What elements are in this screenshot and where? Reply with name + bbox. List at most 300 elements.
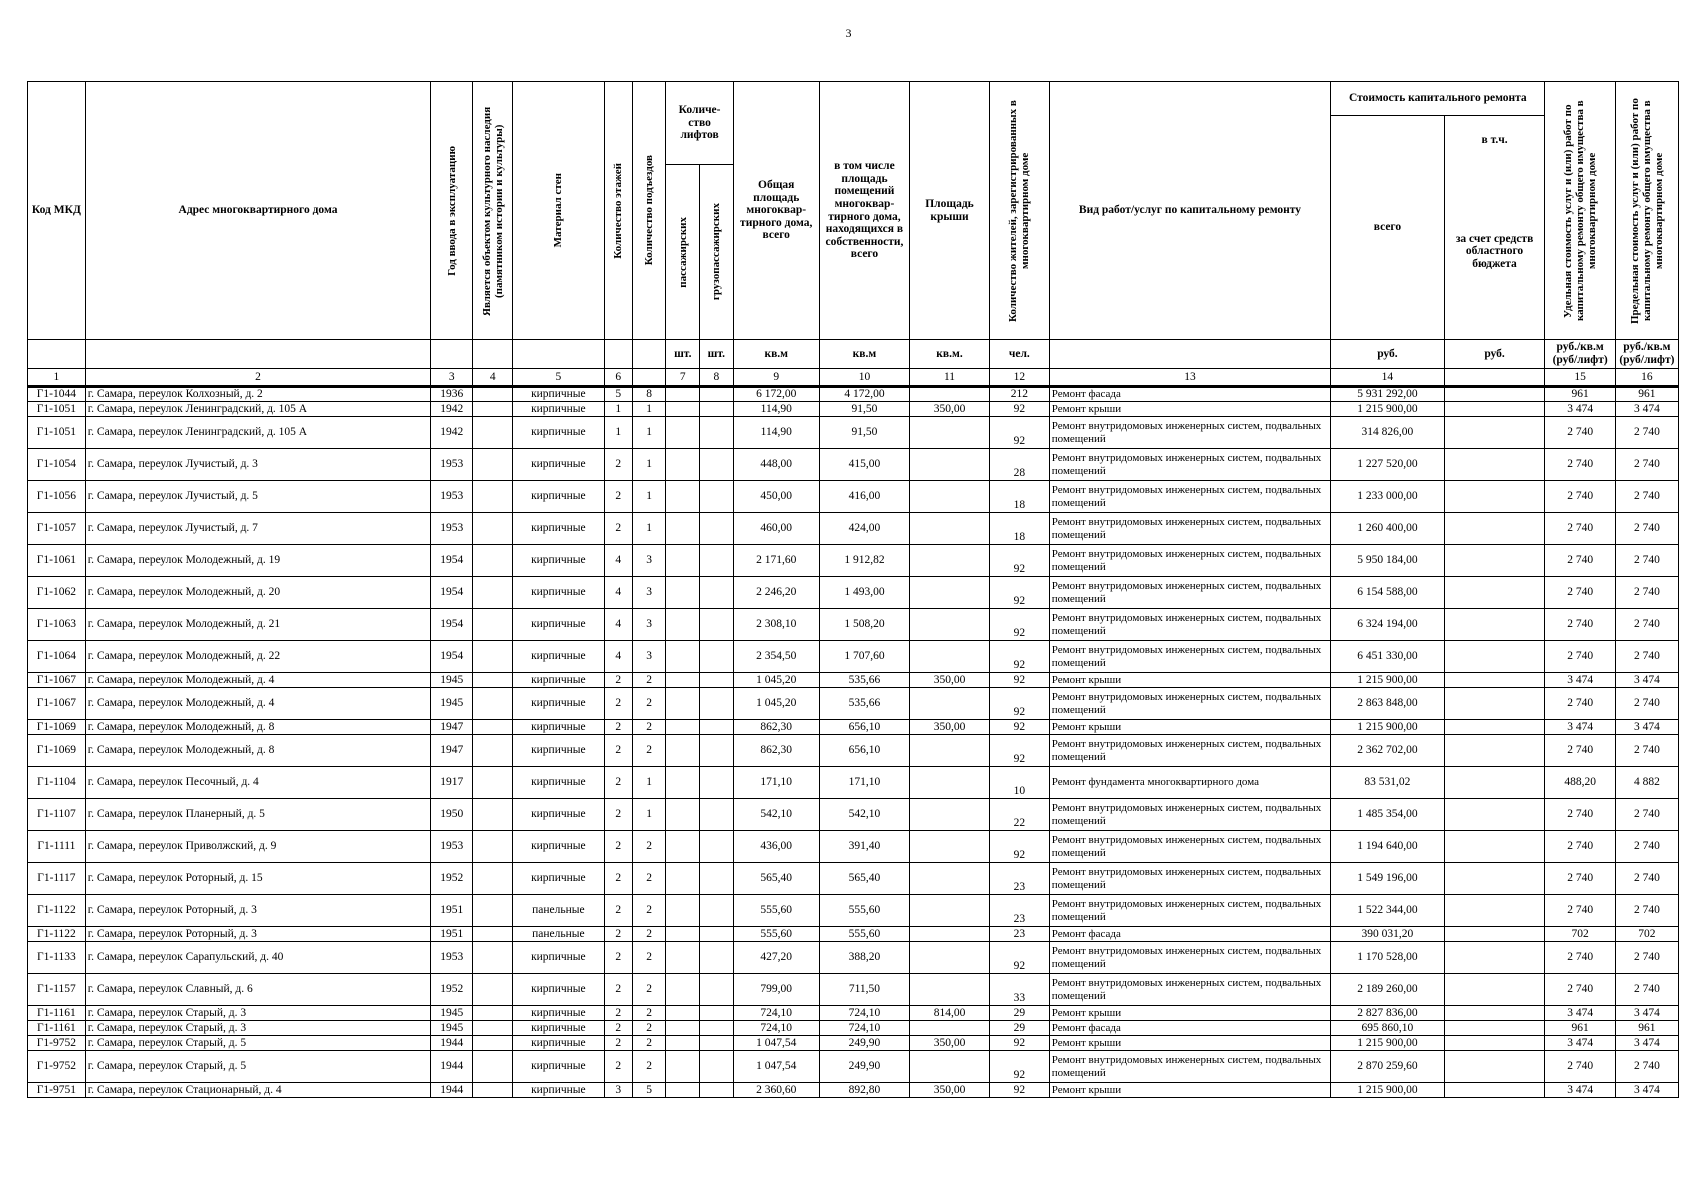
cell-limit-cost: 2 740 [1615,688,1678,720]
cell-cost-total: 1 215 900,00 [1331,1083,1444,1098]
cell-address: г. Самара, переулок Ленинградский, д. 105 А [85,402,431,417]
cell-limit-cost: 2 740 [1615,799,1678,831]
cell-work-type: Ремонт внутридомовых инженерных систем, подвальных помещений [1049,831,1330,863]
cell-floors: 2 [604,449,632,481]
cell-wall-material: кирпичные [513,942,604,974]
cell-limit-cost: 2 740 [1615,545,1678,577]
cell-cost-regional [1444,1051,1545,1083]
cell-owned-area: 249,90 [819,1036,909,1051]
cell-limit-cost: 4 882 [1615,767,1678,799]
cell-lifts-cargo [700,449,734,481]
cell-heritage [473,387,513,402]
cell-residents: 92 [989,831,1049,863]
cell-year: 1953 [431,831,473,863]
cell-roof-area [910,1051,990,1083]
cell-unit-cost: 3 474 [1545,1083,1615,1098]
cell-code: Г1-1161 [28,1021,86,1036]
cell-cost-total: 2 870 259,60 [1331,1051,1444,1083]
cell-roof-area: 350,00 [910,1036,990,1051]
cell-residents: 92 [989,720,1049,735]
cell-residents: 92 [989,545,1049,577]
header-cost-incl: в т.ч. [1444,116,1545,165]
cell-cost-regional [1444,1021,1545,1036]
cell-wall-material: кирпичные [513,449,604,481]
cell-cost-total: 390 031,20 [1331,927,1444,942]
column-number: 8 [700,369,734,387]
cell-floors: 2 [604,688,632,720]
cell-lifts-cargo [700,767,734,799]
cell-wall-material: кирпичные [513,720,604,735]
cell-floors: 4 [604,545,632,577]
cell-floors: 4 [604,577,632,609]
cell-heritage [473,942,513,974]
cell-wall-material: кирпичные [513,767,604,799]
cell-limit-cost: 2 740 [1615,863,1678,895]
cell-address: г. Самара, переулок Молодежный, д. 19 [85,545,431,577]
cell-cost-total: 1 485 354,00 [1331,799,1444,831]
table-row [28,1021,1679,1036]
header-cost-regional: за счет средств областного бюджета [1444,165,1545,340]
cell-code: Г1-9751 [28,1083,86,1098]
cell-work-type: Ремонт крыши [1049,720,1330,735]
cell-year: 1944 [431,1083,473,1098]
cell-lifts-pass [666,1036,700,1051]
cell-entrances: 2 [632,942,666,974]
cell-wall-material: кирпичные [513,609,604,641]
cell-total-area: 1 045,20 [733,673,819,688]
cell-work-type: Ремонт внутридомовых инженерных систем, подвальных помещений [1049,688,1330,720]
cell-cost-total: 1 227 520,00 [1331,449,1444,481]
cell-cost-regional [1444,720,1545,735]
cell-owned-area: 415,00 [819,449,909,481]
cell-cost-regional [1444,735,1545,767]
cell-total-area: 171,10 [733,767,819,799]
column-number: 14 [1331,369,1444,387]
cell-address: г. Самара, переулок Молодежный, д. 4 [85,688,431,720]
cell-lifts-pass [666,1021,700,1036]
cell-work-type: Ремонт фасада [1049,927,1330,942]
cell-roof-area: 350,00 [910,1083,990,1098]
cell-address: г. Самара, переулок Старый, д. 3 [85,1006,431,1021]
cell-residents: 92 [989,402,1049,417]
cell-roof-area [910,387,990,402]
cell-cost-regional [1444,449,1545,481]
cell-wall-material: кирпичные [513,1051,604,1083]
table-row [28,927,1679,942]
table-row [28,481,1679,513]
cell-unit-cost: 2 740 [1545,609,1615,641]
cell-code: Г1-1111 [28,831,86,863]
cell-lifts-cargo [700,402,734,417]
cell-heritage [473,449,513,481]
column-number: 4 [473,369,513,387]
cell-unit-cost: 2 740 [1545,688,1615,720]
cell-address: г. Самара, переулок Стационарный, д. 4 [85,1083,431,1098]
cell-year: 1953 [431,942,473,974]
cell-cost-total: 1 522 344,00 [1331,895,1444,927]
cell-lifts-cargo [700,577,734,609]
cell-year: 1954 [431,641,473,673]
cell-limit-cost: 2 740 [1615,417,1678,449]
cell-limit-cost: 3 474 [1615,1083,1678,1098]
cell-roof-area [910,895,990,927]
cell-residents: 92 [989,641,1049,673]
cell-wall-material: кирпичные [513,1083,604,1098]
cell-roof-area [910,417,990,449]
cell-entrances: 2 [632,673,666,688]
cell-lifts-cargo [700,974,734,1006]
cell-wall-material: кирпичные [513,673,604,688]
cell-residents: 18 [989,513,1049,545]
cell-entrances: 3 [632,609,666,641]
cell-limit-cost: 2 740 [1615,895,1678,927]
cell-wall-material: кирпичные [513,545,604,577]
cell-roof-area [910,974,990,1006]
table-row [28,974,1679,1006]
cell-owned-area: 416,00 [819,481,909,513]
column-number: 2 [85,369,431,387]
cell-lifts-cargo [700,1051,734,1083]
cell-address: г. Самара, переулок Приволжский, д. 9 [85,831,431,863]
cell-total-area: 862,30 [733,735,819,767]
cell-roof-area: 350,00 [910,673,990,688]
cell-roof-area [910,863,990,895]
table-row [28,545,1679,577]
cell-limit-cost: 3 474 [1615,1006,1678,1021]
cell-code: Г1-1054 [28,449,86,481]
cell-code: Г1-1051 [28,417,86,449]
cell-address: г. Самара, переулок Роторный, д. 15 [85,863,431,895]
cell-unit-cost: 2 740 [1545,577,1615,609]
cell-unit-cost: 2 740 [1545,895,1615,927]
cell-year: 1952 [431,974,473,1006]
cell-unit-cost: 2 740 [1545,942,1615,974]
cell-lifts-cargo [700,641,734,673]
cell-heritage [473,1051,513,1083]
cell-lifts-pass [666,1083,700,1098]
cell-cost-regional [1444,831,1545,863]
cell-lifts-cargo [700,895,734,927]
cell-unit-cost: 2 740 [1545,863,1615,895]
cell-work-type: Ремонт крыши [1049,1006,1330,1021]
table-row [28,402,1679,417]
column-number [1444,369,1545,387]
unit-sqm: кв.м [733,340,819,369]
header-entrances: Количество подъездов [643,155,656,266]
cell-floors: 2 [604,863,632,895]
cell-heritage [473,577,513,609]
cell-owned-area: 1 707,60 [819,641,909,673]
table-row [28,1036,1679,1051]
cell-owned-area: 388,20 [819,942,909,974]
cell-lifts-pass [666,1051,700,1083]
cell-heritage [473,720,513,735]
cell-heritage [473,1083,513,1098]
cell-floors: 2 [604,735,632,767]
cell-address: г. Самара, переулок Молодежный, д. 22 [85,641,431,673]
cell-lifts-cargo [700,720,734,735]
cell-address: г. Самара, переулок Роторный, д. 3 [85,895,431,927]
cell-lifts-pass [666,735,700,767]
cell-owned-area: 565,40 [819,863,909,895]
cell-code: Г1-1064 [28,641,86,673]
cell-limit-cost: 961 [1615,387,1678,402]
header-owned-area: в том числе площадь помещений многоквар-тирного дома, находящихся в собственности, всего [819,82,909,340]
cell-owned-area: 542,10 [819,799,909,831]
cell-work-type: Ремонт крыши [1049,1036,1330,1051]
cell-lifts-pass [666,767,700,799]
cell-heritage [473,545,513,577]
cell-total-area: 460,00 [733,513,819,545]
cell-total-area: 1 047,54 [733,1051,819,1083]
cell-total-area: 6 172,00 [733,387,819,402]
cell-owned-area: 171,10 [819,767,909,799]
column-number: 9 [733,369,819,387]
cell-year: 1917 [431,767,473,799]
cell-year: 1952 [431,863,473,895]
cell-heritage [473,895,513,927]
cell-entrances: 2 [632,1051,666,1083]
cell-work-type: Ремонт фундамента многоквартирного дома [1049,767,1330,799]
cell-work-type: Ремонт внутридомовых инженерных систем, подвальных помещений [1049,449,1330,481]
cell-heritage [473,481,513,513]
cell-unit-cost: 3 474 [1545,673,1615,688]
cell-lifts-cargo [700,1021,734,1036]
cell-lifts-cargo [700,688,734,720]
column-number: 16 [1615,369,1678,387]
table-row [28,609,1679,641]
table-body [28,387,1679,1098]
cell-lifts-cargo [700,942,734,974]
cell-lifts-cargo [700,1006,734,1021]
cell-cost-total: 6 154 588,00 [1331,577,1444,609]
cell-heritage [473,799,513,831]
cell-lifts-cargo [700,735,734,767]
cell-roof-area: 350,00 [910,720,990,735]
column-number: 12 [989,369,1049,387]
cell-lifts-cargo [700,481,734,513]
cell-address: г. Самара, переулок Молодежный, д. 8 [85,720,431,735]
cell-total-area: 542,10 [733,799,819,831]
cell-roof-area [910,609,990,641]
cell-entrances: 2 [632,1021,666,1036]
table-row [28,863,1679,895]
cell-address: г. Самара, переулок Молодежный, д. 8 [85,735,431,767]
cell-limit-cost: 3 474 [1615,402,1678,417]
cell-address: г. Самара, переулок Молодежный, д. 20 [85,577,431,609]
cell-work-type: Ремонт внутридомовых инженерных систем, подвальных помещений [1049,513,1330,545]
cell-cost-regional [1444,1006,1545,1021]
cell-wall-material: кирпичные [513,1021,604,1036]
cell-owned-area: 1 508,20 [819,609,909,641]
cell-limit-cost: 2 740 [1615,609,1678,641]
cell-entrances: 1 [632,449,666,481]
cell-code: Г1-1107 [28,799,86,831]
cell-code: Г1-1122 [28,927,86,942]
cell-owned-area: 656,10 [819,720,909,735]
cell-address: г. Самара, переулок Планерный, д. 5 [85,799,431,831]
cell-unit-cost: 2 740 [1545,1051,1615,1083]
cell-residents: 92 [989,688,1049,720]
cell-heritage [473,974,513,1006]
cell-address: г. Самара, переулок Молодежный, д. 4 [85,673,431,688]
cell-total-area: 2 354,50 [733,641,819,673]
cell-residents: 92 [989,1083,1049,1098]
cell-work-type: Ремонт внутридомовых инженерных систем, подвальных помещений [1049,895,1330,927]
unit-rub: руб. [1331,340,1444,369]
repair-register-table [27,81,1679,1098]
cell-entrances: 3 [632,545,666,577]
cell-lifts-cargo [700,799,734,831]
cell-wall-material: панельные [513,895,604,927]
cell-unit-cost: 3 474 [1545,1006,1615,1021]
cell-unit-cost: 2 740 [1545,735,1615,767]
cell-lifts-cargo [700,417,734,449]
page-number: 3 [845,26,852,40]
cell-lifts-cargo [700,863,734,895]
table-row [28,767,1679,799]
cell-unit-cost: 2 740 [1545,417,1615,449]
cell-cost-regional [1444,513,1545,545]
cell-cost-total: 5 950 184,00 [1331,545,1444,577]
cell-residents: 92 [989,942,1049,974]
cell-floors: 1 [604,402,632,417]
cell-work-type: Ремонт внутридомовых инженерных систем, подвальных помещений [1049,577,1330,609]
cell-total-area: 555,60 [733,895,819,927]
cell-entrances: 2 [632,688,666,720]
cell-unit-cost: 2 740 [1545,449,1615,481]
cell-cost-regional [1444,577,1545,609]
cell-entrances: 2 [632,895,666,927]
cell-heritage [473,402,513,417]
cell-cost-regional [1444,609,1545,641]
cell-residents: 23 [989,927,1049,942]
cell-residents: 92 [989,417,1049,449]
cell-floors: 5 [604,387,632,402]
cell-owned-area: 535,66 [819,673,909,688]
cell-code: Г1-1157 [28,974,86,1006]
cell-lifts-pass [666,942,700,974]
table-row [28,895,1679,927]
cell-heritage [473,735,513,767]
cell-residents: 92 [989,1036,1049,1051]
cell-address: г. Самара, переулок Старый, д. 5 [85,1036,431,1051]
cell-roof-area [910,641,990,673]
cell-code: Г1-1063 [28,609,86,641]
cell-owned-area: 892,80 [819,1083,909,1098]
table-row [28,417,1679,449]
cell-owned-area: 91,50 [819,402,909,417]
header-code: Код МКД [28,82,86,340]
table-row [28,577,1679,609]
cell-code: Г1-1056 [28,481,86,513]
cell-cost-regional [1444,481,1545,513]
cell-unit-cost: 961 [1545,1021,1615,1036]
cell-heritage [473,1021,513,1036]
header-residents: Количество жителей, зарегистрированных в многоквартирном доме [1007,99,1032,322]
cell-cost-total: 1 260 400,00 [1331,513,1444,545]
cell-roof-area [910,927,990,942]
cell-unit-cost: 2 740 [1545,974,1615,1006]
cell-lifts-pass [666,577,700,609]
cell-floors: 4 [604,609,632,641]
cell-heritage [473,688,513,720]
cell-year: 1947 [431,735,473,767]
column-number: 10 [819,369,909,387]
cell-cost-total: 2 827 836,00 [1331,1006,1444,1021]
column-number: 1 [28,369,86,387]
cell-cost-total: 2 189 260,00 [1331,974,1444,1006]
cell-cost-regional [1444,974,1545,1006]
cell-lifts-pass [666,673,700,688]
cell-wall-material: кирпичные [513,513,604,545]
cell-roof-area [910,767,990,799]
cell-cost-regional [1444,927,1545,942]
cell-roof-area [910,513,990,545]
cell-wall-material: кирпичные [513,481,604,513]
cell-year: 1953 [431,481,473,513]
cell-floors: 2 [604,942,632,974]
table-row [28,720,1679,735]
cell-unit-cost: 3 474 [1545,1036,1615,1051]
cell-limit-cost: 2 740 [1615,735,1678,767]
table-row [28,387,1679,402]
cell-cost-total: 2 362 702,00 [1331,735,1444,767]
cell-lifts-cargo [700,831,734,863]
cell-roof-area [910,545,990,577]
cell-residents: 22 [989,799,1049,831]
column-number: 5 [513,369,604,387]
cell-lifts-pass [666,641,700,673]
header-lifts-pass: пассажирских [676,216,689,288]
cell-heritage [473,513,513,545]
cell-unit-cost: 2 740 [1545,641,1615,673]
cell-work-type: Ремонт крыши [1049,402,1330,417]
cell-owned-area: 656,10 [819,735,909,767]
cell-lifts-pass [666,513,700,545]
cell-total-area: 1 047,54 [733,1036,819,1051]
column-number: 7 [666,369,700,387]
cell-cost-total: 1 194 640,00 [1331,831,1444,863]
cell-cost-total: 1 215 900,00 [1331,720,1444,735]
cell-roof-area [910,481,990,513]
cell-roof-area [910,577,990,609]
cell-wall-material: кирпичные [513,735,604,767]
cell-cost-regional [1444,895,1545,927]
cell-limit-cost: 2 740 [1615,449,1678,481]
cell-cost-regional [1444,863,1545,895]
cell-roof-area [910,942,990,974]
cell-address: г. Самара, переулок Лучистый, д. 3 [85,449,431,481]
cell-cost-total: 2 863 848,00 [1331,688,1444,720]
cell-entrances: 2 [632,831,666,863]
cell-entrances: 3 [632,577,666,609]
cell-year: 1954 [431,577,473,609]
cell-floors: 4 [604,641,632,673]
cell-limit-cost: 2 740 [1615,641,1678,673]
cell-wall-material: кирпичные [513,974,604,1006]
cell-code: Г1-1044 [28,387,86,402]
cell-lifts-pass [666,402,700,417]
cell-total-area: 799,00 [733,974,819,1006]
cell-cost-regional [1444,799,1545,831]
cell-heritage [473,927,513,942]
header-lifts-cargo: грузопассажирских [710,203,723,301]
cell-entrances: 1 [632,417,666,449]
cell-unit-cost: 3 474 [1545,402,1615,417]
cell-work-type: Ремонт внутридомовых инженерных систем, подвальных помещений [1049,863,1330,895]
cell-lifts-pass [666,895,700,927]
